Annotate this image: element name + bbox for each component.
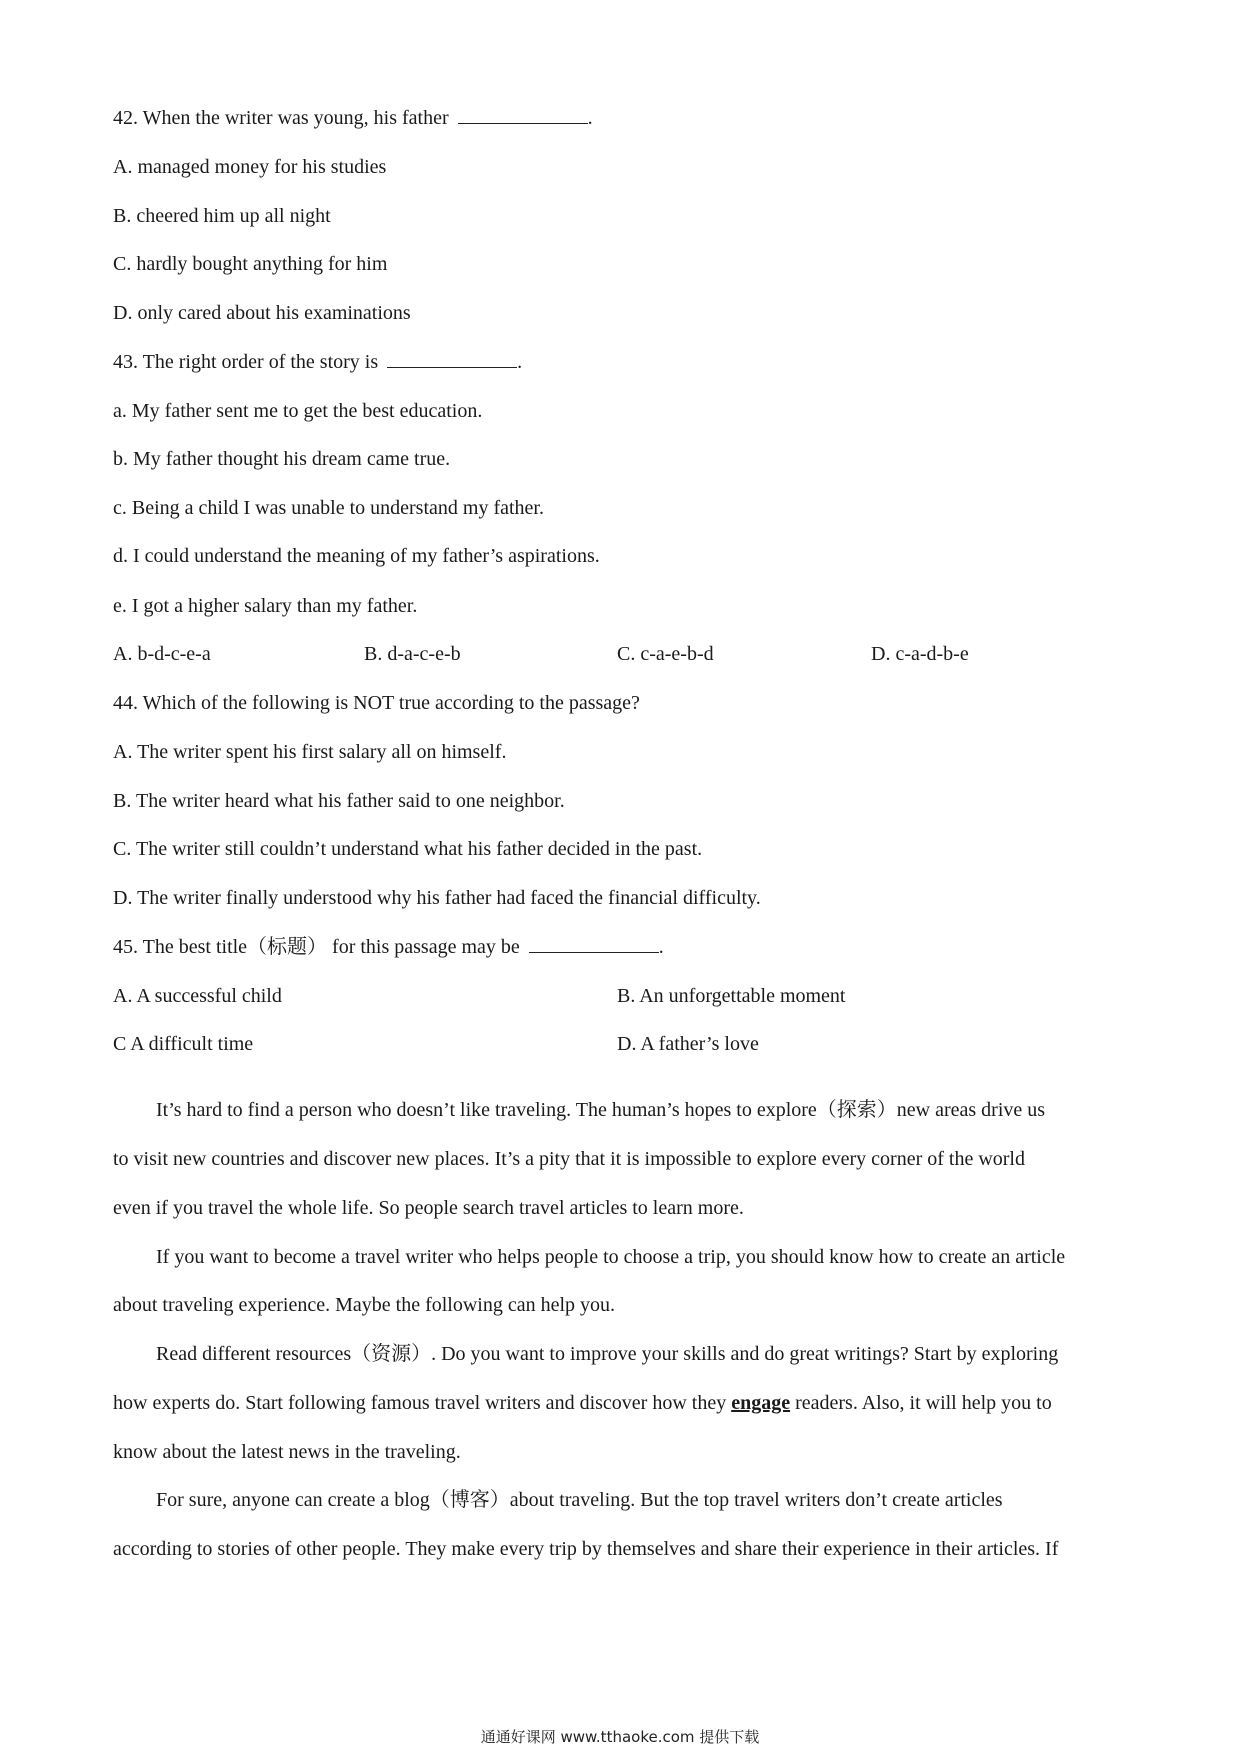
q42-option-c: C. hardly bought anything for him	[113, 253, 388, 275]
q45-option-d: D. A father’s love	[617, 1033, 759, 1055]
q43-item-d: d. I could understand the meaning of my father’s aspirations.	[113, 545, 600, 567]
passage-text: how experts do. Start following famous travel writers and discover how they	[113, 1392, 727, 1414]
passage-p3-line2	[113, 1390, 1052, 1416]
q44-option-c: C. The writer still couldn’t understand what his father decided in the past.	[113, 838, 703, 860]
passage-p2-line1: If you want to become a travel writer who helps people to choose a trip, you should know how to create an article	[156, 1246, 1066, 1268]
q44-option-b: B. The writer heard what his father said to one neighbor.	[113, 790, 565, 812]
question-43-stem	[113, 349, 522, 375]
passage-p1-line1: It’s hard to find a person who doesn’t like traveling. The human’s hopes to explore（探索）new areas drive us	[156, 1099, 1046, 1121]
passage-p2-line2: about traveling experience. Maybe the following can help you.	[113, 1294, 616, 1316]
page-footer: 通通好课网 www.tthaoke.com 提供下载	[480, 1728, 760, 1746]
q43-option-a: A. b-d-c-e-a	[113, 643, 211, 665]
question-45-stem	[113, 934, 664, 960]
q43-option-d: D. c-a-d-b-e	[871, 643, 969, 665]
q43-option-b: B. d-a-c-e-b	[364, 643, 461, 665]
q43-item-e: e. I got a higher salary than my father.	[113, 595, 418, 617]
q43-item-a: a. My father sent me to get the best education.	[113, 400, 483, 422]
question-text: 42. When the writer was young, his father	[113, 107, 449, 129]
q42-option-d: D. only cared about his examinations	[113, 302, 411, 324]
q42-option-a: A. managed money for his studies	[113, 156, 387, 178]
question-tail: .	[658, 936, 664, 958]
passage-p4-line2: according to stories of other people. They make every trip by themselves and share their experience in their articles. If	[113, 1538, 1059, 1560]
passage-p1-line3: even if you travel the whole life. So people search travel articles to learn more.	[113, 1197, 744, 1219]
q45-option-a: A. A successful child	[113, 985, 282, 1007]
q42-option-b: B. cheered him up all night	[113, 205, 331, 227]
passage-text: readers. Also, it will help you to	[795, 1392, 1052, 1414]
q43-item-b: b. My father thought his dream came true.	[113, 448, 451, 470]
passage-p1-line2: to visit new countries and discover new places. It’s a pity that it is impossible to explore every corner of the world	[113, 1148, 1025, 1170]
q44-option-a: A. The writer spent his first salary all on himself.	[113, 741, 507, 763]
question-42-stem	[113, 105, 593, 131]
q45-option-c: C A difficult time	[113, 1033, 254, 1055]
question-text: 45. The best title（标题） for this passage may be	[113, 936, 520, 958]
answer-blank	[387, 349, 517, 368]
q45-option-b: B. An unforgettable moment	[617, 985, 846, 1007]
q44-option-d: D. The writer finally understood why his father had faced the financial difficulty.	[113, 887, 761, 909]
question-44-stem: 44. Which of the following is NOT true according to the passage?	[113, 692, 640, 714]
q43-option-c: C. c-a-e-b-d	[617, 643, 714, 665]
answer-blank	[529, 934, 659, 953]
q43-item-c: c. Being a child I was unable to understand my father.	[113, 497, 544, 519]
passage-p4-line1: For sure, anyone can create a blog（博客）about traveling. But the top travel writers don’t create articles	[156, 1489, 1003, 1511]
question-tail: .	[517, 351, 523, 373]
answer-blank	[458, 105, 588, 124]
question-text: 43. The right order of the story is	[113, 351, 379, 373]
passage-p3-line3: know about the latest news in the traveling.	[113, 1441, 461, 1463]
passage-p3-line1: Read different resources（资源）. Do you want to improve your skills and do great writings? Start by exploring	[156, 1343, 1059, 1365]
question-tail: .	[587, 107, 593, 129]
underlined-word: engage	[731, 1392, 791, 1414]
